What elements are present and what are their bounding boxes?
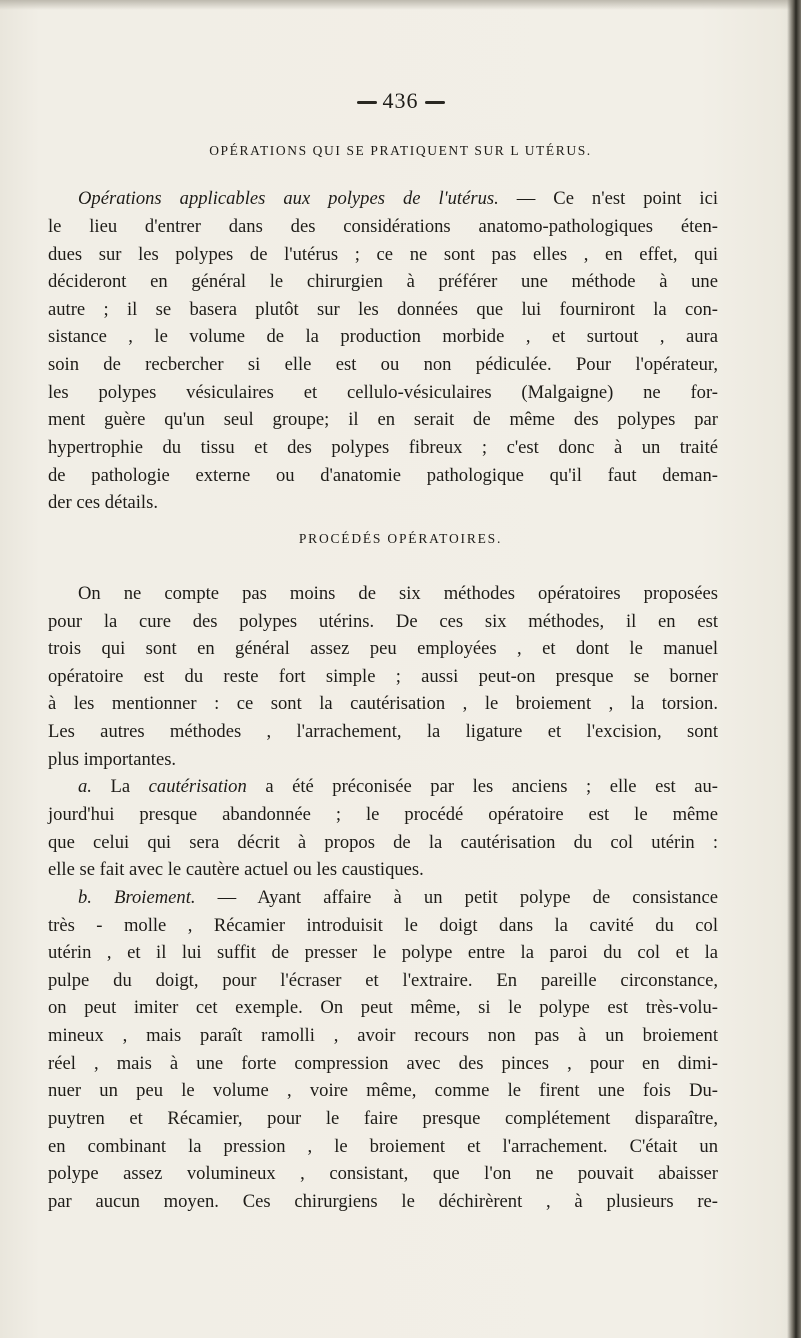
paragraph-1-line-8: les polypes vésiculaires et cellulo-vésiculaires (Malgaigne) ne for-	[48, 382, 718, 403]
item-term: Broiement.	[114, 887, 196, 908]
paragraph-1-line-3: dues sur les polypes de l'utérus ; ce ne sont pas elles , en effet, qui	[48, 244, 718, 265]
item-label: a.	[78, 776, 92, 797]
paragraph-4-line-11: polype assez volumineux , consistant, que l'on ne pouvait abaisser	[48, 1163, 718, 1184]
paragraph-1-line-11: de pathologie externe ou d'anatomie pathologique qu'il faut deman-	[48, 465, 718, 486]
paragraph-3-line-3: que celui qui sera décrit à propos de la cautérisation du col utérin :	[48, 832, 718, 853]
paragraph-1-line-1	[78, 185, 718, 213]
paragraph-4-line-5: on peut imiter cet exemple. On peut même, si le polype est très-volu-	[48, 997, 718, 1018]
paragraph-3-line-1	[78, 773, 718, 801]
paragraph-4-line-8: nuer un peu le volume , voire même, comme le firent une fois Du-	[48, 1080, 718, 1101]
paragraph-1-line-6: sistance , le volume de la production morbide , et surtout , aura	[48, 326, 718, 347]
paragraph-3-line-4: elle se fait avec le cautère actuel ou les caustiques.	[48, 859, 424, 880]
item-label: b.	[78, 887, 92, 908]
paragraph-1-line-2: le lieu d'entrer dans des considérations anatomo-pathologiques éten-	[48, 216, 718, 237]
paragraph-4-line-3: utérin , et il lui suffit de presser le polype entre la paroi du col et la	[48, 942, 718, 963]
paragraph-4-line-12: par aucun moyen. Ces chirurgiens le déchirèrent , à plusieurs re-	[48, 1191, 718, 1212]
line-text: La	[110, 776, 131, 797]
paragraph-4-line-4: pulpe du doigt, pour l'écraser et l'extraire. En pareille circonstance,	[48, 970, 718, 991]
paragraph-4-line-10: en combinant la pression , le broiement et l'arrachement. C'était un	[48, 1136, 718, 1157]
line-text: — Ce n'est point ici	[516, 188, 718, 209]
line-text: — Ayant affaire à un petit polype de consistance	[217, 887, 718, 908]
paragraph-1-line-9: ment guère qu'un seul groupe; il en serait de même des polypes par	[48, 409, 718, 430]
paragraph-4-line-7: réel , mais à une forte compression avec des pinces , pour en dimi-	[48, 1053, 718, 1074]
page-binding-edge	[787, 0, 801, 1338]
paragraph-4-line-1	[78, 884, 718, 912]
paragraph-2-line-3: trois qui sont en général assez peu employées , et dont le manuel	[48, 638, 718, 659]
paragraph-1-line-12: der ces détails.	[48, 492, 158, 513]
paragraph-2-line-6: Les autres méthodes , l'arrachement, la ligature et l'excision, sont	[48, 721, 718, 742]
paragraph-1-line-5: autre ; il se basera plutôt sur les données que lui fourniront la con-	[48, 299, 718, 320]
paragraph-4-line-9: puytren et Récamier, pour le faire presque complétement disparaître,	[48, 1108, 718, 1129]
page-number-text: 436	[382, 88, 419, 113]
paragraph-2-line-2: pour la cure des polypes utérins. De ces six méthodes, il en est	[48, 611, 718, 632]
paragraph-1-line-4: décideront en général le chirurgien à préférer une méthode à une	[48, 271, 718, 292]
paragraph-1-line-10: hypertrophie du tissu et des polypes fibreux ; c'est donc à un traité	[48, 437, 718, 458]
left-dash-ornament	[357, 101, 377, 104]
paragraph-4-line-6: mineux , mais paraît ramolli , avoir recours non pas à un broiement	[48, 1025, 718, 1046]
paragraph-2-line-1: On ne compte pas moins de six méthodes opératoires proposées	[78, 583, 718, 604]
page-top-edge	[0, 0, 801, 10]
right-dash-ornament	[425, 101, 445, 104]
paragraph-1-line-7: soin de recbercher si elle est ou non pédiculée. Pour l'opérateur,	[48, 354, 718, 375]
paragraph-4-line-2: très - molle , Récamier introduisit le doigt dans la cavité du col	[48, 915, 718, 936]
line-text: a été préconisée par les anciens ; elle est au-	[265, 776, 718, 797]
section-heading: PROCÉDÉS OPÉRATOIRES.	[298, 531, 503, 546]
page-number	[0, 88, 801, 114]
item-term: cautérisation	[148, 776, 247, 797]
paragraph-2-line-4: opératoire est du reste fort simple ; aussi peut-on presque se borner	[48, 666, 718, 687]
paragraph-2-line-5: à les mentionner : ce sont la cautérisation , le broiement , la torsion.	[48, 693, 718, 714]
paragraph-3-line-2: jourd'hui presque abandonnée ; le procédé opératoire est le même	[48, 804, 718, 825]
running-title: OPÉRATIONS QUI SE PRATIQUENT SUR L UTÉRUS.	[209, 143, 592, 158]
section-lead-title: Opérations applicables aux polypes de l'utérus.	[78, 188, 499, 209]
paragraph-2-line-7: plus importantes.	[48, 749, 177, 770]
